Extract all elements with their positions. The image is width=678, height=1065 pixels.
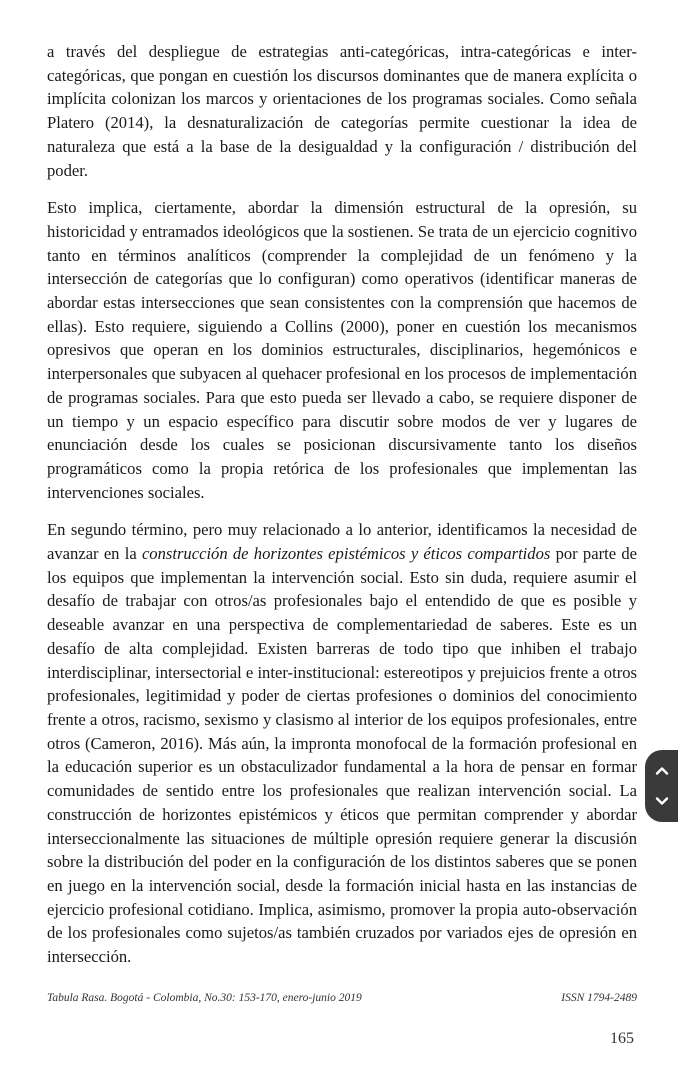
chevron-up-icon [654,763,670,779]
page-footer [47,992,637,1004]
paragraph-3-end: por parte de los equipos que implementan la intervención social. Esto sin duda, requiere asumir el desafío de trabajar con otros/as profesionales bajo el entendido de que es posible y deseable avanzar en una perspectiva de complementariedad de saberes. Este es un desafío de alta complejidad. Existen barreras de todo tipo que inhiben el trabajo interdisciplinar, intersectorial e inter-institucional: estereotipos y prejuicios frente a otros profesionales, legitimidad y poder de ciertas profesiones o dominios del conocimiento frente a otros, racismo, sexismo y clasismo al interior de los equipos profesionales, entre otros (Cameron, 2016). Más aún, la impronta monofocal de la formación profesional en la educación superior es un obstaculizador fundamental a la hora de pensar en formar comunidades de sentido entre los profesionales que realizan intervención social. La construcción de horizontes epistémicos y éticos que permitan comprender y abordar interseccionalmente las situaciones de múltiple opresión requiere generar la discusión sobre la distribución del poder en la configuración de los distintos saberes que se ponen en juego en la intervención social, desde la formación inicial hasta en las instancias de ejercicio profesional cotidiano. Implica, asimismo, promover la propia auto-observación de los profesionales como sujetos/as también cruzados por variados ejes de opresión en intersección. [47,544,637,967]
scroll-up-button[interactable] [650,759,674,783]
paragraph-3-start: En segundo término, pero muy relacionado a lo anterior, identificamos la necesidad de avanzar en la [47,520,637,564]
emphasized-phrase: construcción de horizontes epistémicos y éticos compartidos [141,544,551,564]
paragraph-3 [47,518,637,968]
page-number: 165 [610,1030,634,1047]
paragraph-2: Esto implica, ciertamente, abordar la dimensión estructural de la opresión, su historicidad y entramados ideológicos que la sostienen. Se trata de un ejercicio cognitivo tanto en términos analíticos (comprender la complejidad de un fenómeno y la intersección de categorías que lo configuran) como operativos (identificar maneras de abordar estas intersecciones que sean consistentes con la comprensión que hacemos de ellas). Esto requiere, siguiendo a Collins (2000), poner en cuestión los mecanismos opresivos que operan en los dominios estructurales, disciplinarios, hegemónicos e interpersonales que subyacen al quehacer profesional en los procesos de implementación de programas sociales. Para que esto pueda ser llevado a cabo, se requiere disponer de un tiempo y un espacio específico para discutir sobre modos de ver y lugares de enunciación desde los cuales se posicionan discursivamente tanto los diseños programáticos como la propia retórica de los profesionales que implementan las intervenciones sociales. [47,198,637,502]
page-scroll-widget [645,750,678,822]
paragraph-1: a través del despliegue de estrategias anti-categóricas, intra-categóricas e inter-categóricas, que pongan en cuestión los discursos dominantes que de manera explícita o implícita colonizan los marcos y orientaciones de los programas sociales. Como señala Platero (2014), la desnaturalización de categorías permite cuestionar la idea de naturaleza que está a la base de la desigualdad y la configuración / distribución del poder. [47,42,637,180]
scroll-down-button[interactable] [650,789,674,813]
journal-citation: Tabula Rasa. Bogotá - Colombia, No.30: 153-170, enero-junio 2019 [47,992,362,1004]
issn-label: ISSN 1794-2489 [561,992,637,1004]
chevron-down-icon [654,793,670,809]
document-body [47,40,637,983]
